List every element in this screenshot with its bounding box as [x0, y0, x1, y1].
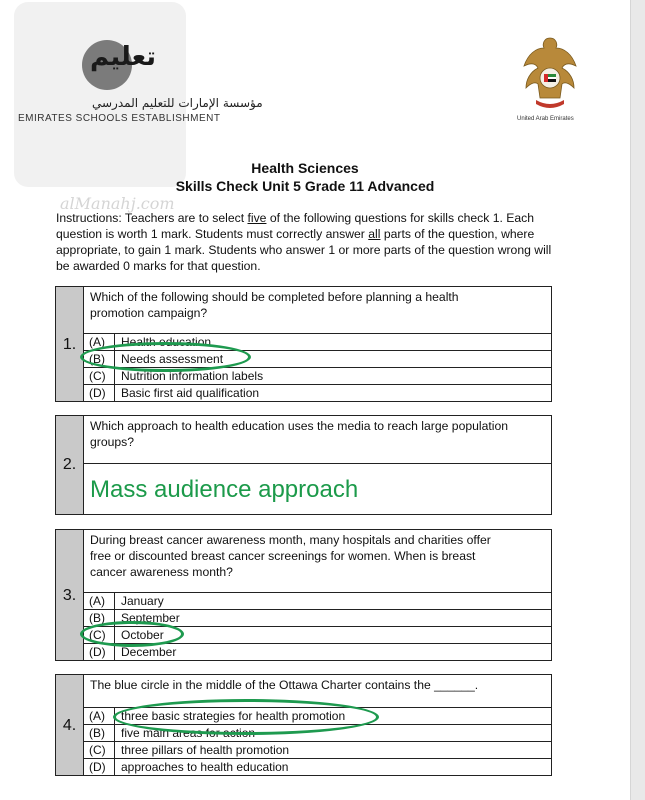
question-3-text-line-1: During breast cancer awareness month, many hospitals and charities offer	[90, 533, 491, 547]
question-3-text-line-2: free or discounted breast cancer screenings for women. When is breast	[90, 549, 476, 563]
option-text: September	[121, 611, 180, 625]
question-1-text-line-1: Which of the following should be completed before planning a health	[90, 290, 459, 304]
instructions-emphasis-five: five	[247, 211, 267, 225]
page-edge-shadow	[630, 0, 645, 800]
question-3-text-line-3: cancer awareness month?	[90, 565, 233, 579]
option-text: December	[121, 645, 177, 659]
question-4-option-d[interactable]	[83, 758, 551, 775]
question-4-option-c[interactable]	[83, 741, 551, 758]
option-text: January	[121, 594, 164, 608]
document-subtitle: Skills Check Unit 5 Grade 11 Advanced	[175, 178, 435, 194]
option-divider	[114, 385, 115, 401]
option-letter: (D)	[89, 760, 106, 774]
instructions-text-2: of the following questions for skills check 1. Each question is worth 1 mark. Students must correctly answer	[56, 211, 535, 241]
instructions	[56, 210, 556, 274]
question-1-option-d[interactable]	[83, 384, 551, 401]
option-letter: (C)	[89, 369, 106, 383]
option-divider	[114, 593, 115, 609]
option-letter: (A)	[89, 709, 105, 723]
option-divider	[114, 759, 115, 775]
option-divider	[114, 368, 115, 384]
question-2-text-line-2: groups?	[90, 435, 135, 449]
question-2-handwritten-answer: Mass audience approach	[90, 476, 359, 503]
option-letter: (B)	[89, 352, 105, 366]
option-divider	[114, 644, 115, 660]
question-3-option-a[interactable]	[83, 592, 551, 609]
option-divider	[114, 725, 115, 741]
watermark-text: alManahj.com	[60, 194, 175, 213]
answer-circle-mark-q4	[113, 699, 379, 735]
option-text: Nutrition information labels	[121, 369, 264, 383]
option-text: approaches to health education	[121, 760, 289, 774]
ese-logo-arabic-mark: تعليم	[90, 42, 157, 72]
option-letter: (A)	[89, 335, 105, 349]
question-2-text-line-1: Which approach to health education uses the media to reach large population	[90, 419, 509, 433]
option-letter: (C)	[89, 743, 106, 757]
option-text: Health education	[121, 335, 212, 349]
uae-falcon-emblem-icon	[518, 34, 582, 116]
uae-caption: United Arab Emirates	[517, 116, 574, 122]
question-3-number: 3.	[62, 587, 77, 604]
answer-circle-mark-q3	[80, 621, 184, 647]
option-letter: (C)	[89, 628, 106, 642]
ese-arabic-name: مؤسسة الإمارات للتعليم المدرسي	[92, 96, 263, 110]
ese-english-name: EMIRATES SCHOOLS ESTABLISHMENT	[18, 113, 221, 124]
question-4-text-line-1: The blue circle in the middle of the Ottawa Charter contains the ______.	[90, 678, 479, 692]
instructions-text-1: Instructions: Teachers are to select	[56, 211, 248, 225]
option-letter: (A)	[89, 594, 105, 608]
option-letter: (B)	[89, 611, 105, 625]
option-letter: (B)	[89, 726, 105, 740]
option-text: three basic strategies for health promotion	[121, 709, 346, 723]
option-text: three pillars of health promotion	[121, 743, 290, 757]
question-1-text-line-2: promotion campaign?	[90, 306, 208, 320]
option-divider	[114, 742, 115, 758]
option-text: Needs assessment	[121, 352, 224, 366]
option-text: Basic first aid qualification	[121, 386, 260, 400]
option-text: October	[121, 628, 164, 642]
document-title: Health Sciences	[251, 160, 359, 176]
answer-circle-mark-q1	[80, 342, 251, 372]
instructions-emphasis-all: all	[368, 227, 381, 241]
option-letter: (D)	[89, 386, 106, 400]
option-text: five main areas for action	[121, 726, 256, 740]
question-2-box	[55, 415, 552, 515]
question-2-number: 2.	[62, 456, 77, 473]
question-4-number: 4.	[62, 717, 77, 734]
option-letter: (D)	[89, 645, 106, 659]
instructions-text-3: parts of the question, where appropriate, to gain 1 mark. Students who answer 1 or more parts of the question wrong will be awarded 0 marks for that question.	[56, 227, 552, 273]
question-1-number: 1.	[62, 336, 77, 353]
